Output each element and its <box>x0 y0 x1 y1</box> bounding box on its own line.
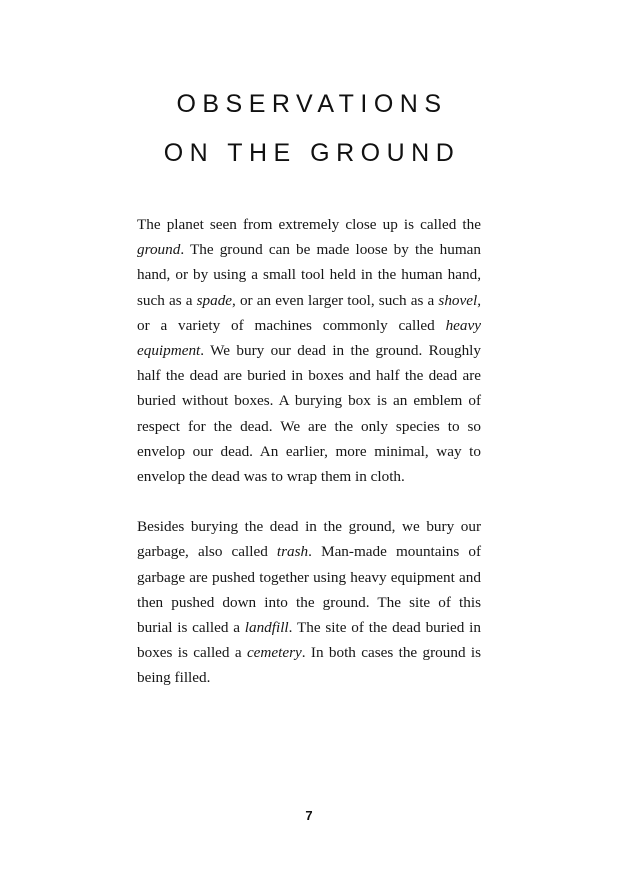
paragraph: Besides burying the dead in the ground, we bury our garbage, also called trash. Man-made mountains of garbage are pushed together using heavy equipment and then pushed down into the ground. The site of this burial is called a landfill. The site of the dead buried in boxes is called a cemetery. In both cases the ground is being filled. <box>137 518 482 687</box>
chapter-title-line-2: ON THE GROUND <box>163 139 461 167</box>
italic-term: shovel <box>438 291 478 309</box>
paragraph: The planet seen from extremely close up is called the ground. The ground can be made loose by the human hand, or by using a small tool held in the human hand, such as a spade, or an even larger tool, such as a shovel, or a variety of machines commonly called heavy equipment. We bury our dead in the ground. Roughly half the dead are buried in boxes and half the dead are buried without boxes. A burying box is an emblem of respect for the dead. We are the only species to so envelop our dead. An earlier, more minimal, way to envelop the dead was to wrap them in cloth. <box>137 216 482 486</box>
italic-term: cemetery <box>246 644 302 662</box>
book-page <box>0 92 618 892</box>
chapter-title-line-1: OBSERVATIONS <box>176 90 448 118</box>
body-text <box>137 166 481 691</box>
italic-term: spade <box>196 291 233 309</box>
italic-term: landfill <box>244 619 289 637</box>
page-number: 7 <box>305 808 313 823</box>
italic-term: ground <box>137 241 181 259</box>
italic-term: trash <box>276 543 309 561</box>
italic-term: heavy equipment <box>137 316 481 360</box>
chapter-title <box>0 92 618 166</box>
